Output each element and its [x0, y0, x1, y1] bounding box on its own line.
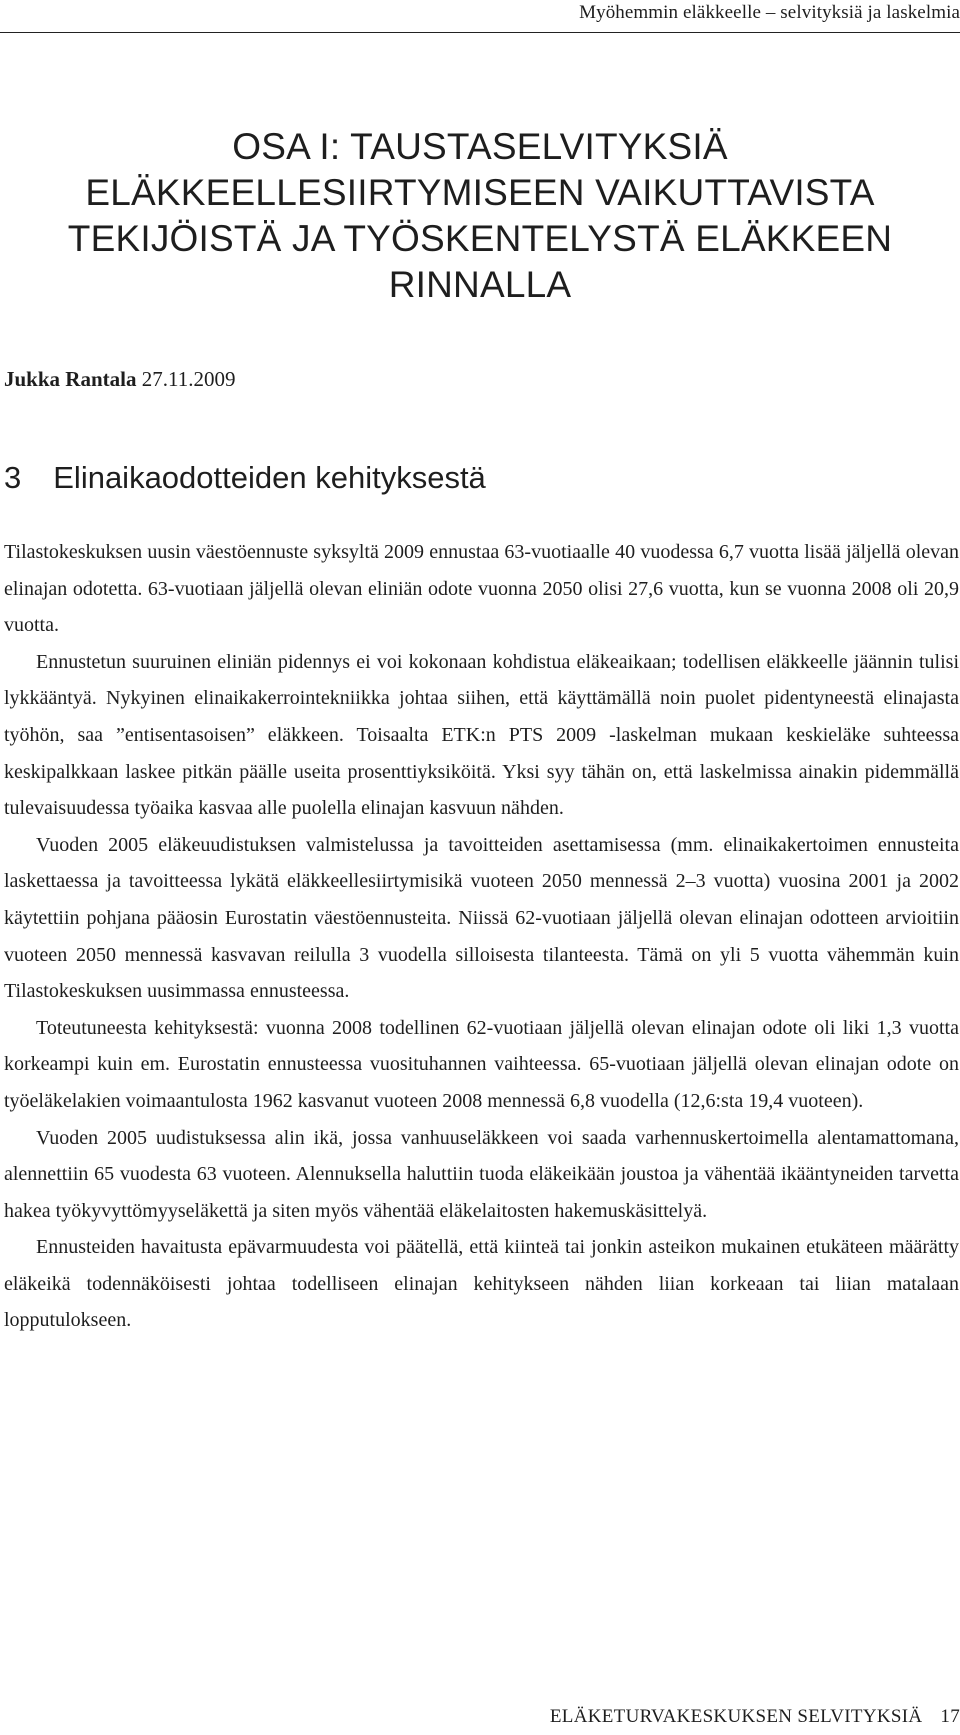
- part-title-line: OSA I: TAUSTASELVITYKSIÄ: [232, 126, 728, 167]
- paragraph: Toteutuneesta kehityksestä: vuonna 2008 todellinen 62-vuotiaan jäljellä olevan elinajan odote oli liki 1,3 vuotta korkeampi kuin em. Eurostatin ennusteessa vuosituhannen vaihteessa. 65-vuotiaan jäljellä olevan elinajan odote on työeläkelakien voimaantulosta 1962 kasvanut vuoteen 2008 mennessä 6,8 vuodella (12,6:sta 19,4 vuoteen).: [4, 1016, 959, 1112]
- paragraph: Tilastokeskuksen uusin väestöennuste syksyltä 2009 ennustaa 63-vuotiaalle 40 vuodessa 6,7 vuotta lisää jäljellä olevan elinajan odotetta. 63-vuotiaan jäljellä olevan eliniän odote vuonna 2050 olisi 27,6 vuotta, kun se vuonna 2008 oli 20,9 vuotta.: [4, 541, 959, 637]
- author-date: 27.11.2009: [141, 367, 236, 391]
- page-number: 17: [940, 1706, 960, 1727]
- header-rule: [0, 32, 960, 33]
- part-title-line: RINNALLA: [388, 264, 572, 305]
- part-title-line: TEKIJÖISTÄ JA TYÖSKENTELYSTÄ ELÄKKEEN: [67, 218, 893, 259]
- paragraph: Vuoden 2005 uudistuksessa alin ikä, jossa vanhuuseläkkeen voi saada varhennuskertoimella alentamattomana, alennettiin 65 vuodesta 63 vuoteen. Alennuksella haluttiin tuoda eläkeikään joustoa ja vähentää ikääntyneiden tarvetta hakea työkyvyttömyyseläkettä ja siten myös vähentää eläkelaitosten hakemuskäsittelyä.: [4, 1126, 959, 1222]
- part-title: [0, 124, 960, 308]
- paragraph: Ennustetun suuruinen eliniän pidennys ei voi kokonaan kohdistua eläkeaikaan; todellisen eläkkeelle jäännin tulisi lykkääntyä. Nykyinen elinaikakerrointekniikka johtaa siihen, että käyttämällä noin puolet pidentyneestä elinajasta työhön, saa ”entisentasoisen” eläkkeen. Toisaalta ETK:n PTS 2009 -laskelman mukaan keskieläke suhteessa keskipalkkaan laskee pitkän päälle useita prosenttiyksiköitä. Yksi syy tähän on, että laskelmissa ainakin pidemmällä tulevaisuudessa työaika kasvaa alle puolella elinajan kasvuun nähden.: [4, 650, 959, 820]
- footer-publisher: ELÄKETURVAKESKUKSEN SELVITYKSIÄ: [549, 1706, 923, 1727]
- section-heading: [4, 460, 486, 496]
- body-text: [4, 534, 959, 1339]
- running-header: Myöhemmin eläkkeelle – selvityksiä ja laskelmia: [579, 2, 960, 23]
- paragraph: Vuoden 2005 eläkeuudistuksen valmistelussa ja tavoitteiden asettamisessa (mm. elinaikakertoimen ennusteita laskettaessa ja tavoitteessa lykätä eläkkeellesiirtymisikä vuoteen 2050 mennessä 2–3 vuotta) vuosina 2001 ja 2002 käytettiin pohjana pääosin Eurostatin väestöennusteita. Niissä 62-vuotiaan jäljellä olevan elinajan odotteen arvioitiin vuoteen 2050 mennessä kasvavan reilulla 3 vuodella silloisesta tilanteesta. Tämä on yli 5 vuotta vähemmän kuin Tilastokeskuksen uusimmassa ennusteessa.: [4, 833, 959, 1003]
- paragraph: Ennusteiden havaitusta epävarmuudesta voi päätellä, että kiinteä tai jonkin asteikon mukainen etukäteen määrätty eläkeikä todennäköisesti johtaa todelliseen elinajan kehitykseen nähden liian korkeaan tai liian matalaan lopputulokseen.: [4, 1236, 959, 1332]
- section-number: 3: [4, 460, 22, 495]
- author-name: Jukka Rantala: [4, 367, 137, 391]
- author-line: [4, 367, 235, 392]
- page-footer: [550, 1706, 960, 1728]
- section-title: Elinaikaodotteiden kehityksestä: [53, 460, 486, 495]
- part-title-line: ELÄKKEELLESIIRTYMISEEN VAIKUTTAVISTA: [85, 172, 875, 213]
